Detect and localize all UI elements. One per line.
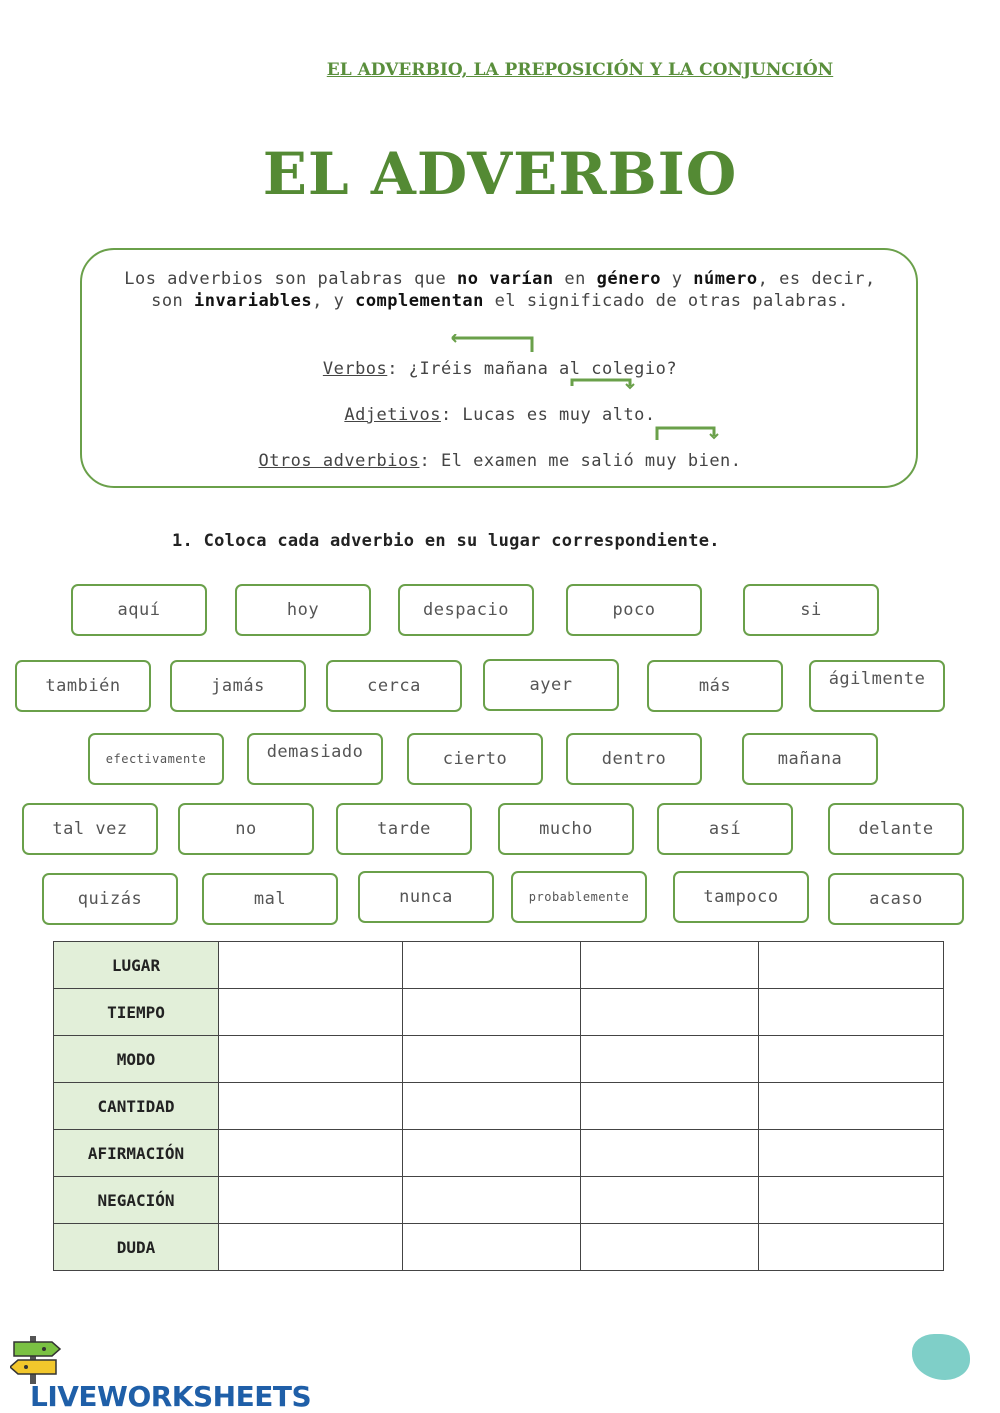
example-verbos: Verbos: ¿Iréis mañana al colegio? — [322, 359, 678, 379]
word-chip[interactable]: efectivamente — [88, 733, 224, 785]
word-chip[interactable]: dentro — [566, 733, 702, 785]
drop-cell[interactable] — [581, 1224, 759, 1271]
word-chip[interactable]: no — [178, 803, 314, 855]
row-label: NEGACIÓN — [54, 1177, 219, 1224]
word-chip[interactable]: probablemente — [511, 871, 647, 923]
word-chip[interactable]: así — [657, 803, 793, 855]
drop-cell[interactable] — [403, 989, 581, 1036]
row-label: AFIRMACIÓN — [54, 1130, 219, 1177]
word-chip[interactable]: mal — [202, 873, 338, 925]
word-chip[interactable]: tal vez — [22, 803, 158, 855]
drop-cell[interactable] — [759, 989, 944, 1036]
row-label: DUDA — [54, 1224, 219, 1271]
word-chip[interactable]: despacio — [398, 584, 534, 636]
drop-cell[interactable] — [759, 1177, 944, 1224]
drop-cell[interactable] — [219, 942, 403, 989]
word-chip[interactable]: delante — [828, 803, 964, 855]
word-chip[interactable]: acaso — [828, 873, 964, 925]
word-chip[interactable]: nunca — [358, 871, 494, 923]
drop-cell[interactable] — [581, 1130, 759, 1177]
drop-cell[interactable] — [759, 1036, 944, 1083]
signpost-logo-icon — [10, 1336, 70, 1384]
arrow-icon — [452, 338, 532, 352]
example-otros-adverbios: Otros adverbios: El examen me salió muy bien. — [258, 451, 742, 471]
word-chip[interactable]: también — [15, 660, 151, 712]
word-chip[interactable]: cerca — [326, 660, 462, 712]
drop-cell[interactable] — [219, 1130, 403, 1177]
liveworksheets-brand: LIVEWORKSHEETS — [30, 1380, 312, 1413]
drop-cell[interactable] — [581, 942, 759, 989]
word-chip[interactable]: ágilmente — [809, 660, 945, 712]
drop-cell[interactable] — [219, 1036, 403, 1083]
drop-cell[interactable] — [759, 1083, 944, 1130]
word-chip[interactable]: quizás — [42, 873, 178, 925]
drop-cell[interactable] — [759, 1224, 944, 1271]
table-row — [54, 1177, 944, 1224]
drop-cell[interactable] — [403, 1224, 581, 1271]
example-adjetivos: Adjetivos: Lucas es muy alto. — [344, 405, 656, 425]
classification-table — [53, 941, 944, 1271]
drop-cell[interactable] — [403, 1177, 581, 1224]
definition-text: Los adverbios son palabras que no varían en género y número, es decir, son invariables, y complementan el significado de otras palabras. — [124, 269, 876, 311]
exercise-instruction: 1. Coloca cada adverbio en su lugar correspondiente. — [172, 531, 720, 551]
drop-cell[interactable] — [581, 989, 759, 1036]
word-chip[interactable]: poco — [566, 584, 702, 636]
drop-cell[interactable] — [581, 1083, 759, 1130]
arrow-decorations — [440, 334, 730, 444]
author-logo — [912, 1334, 970, 1380]
drop-cell[interactable] — [403, 1083, 581, 1130]
drop-cell[interactable] — [403, 1036, 581, 1083]
table-row — [54, 1130, 944, 1177]
drop-cell[interactable] — [759, 1130, 944, 1177]
table-row — [54, 1224, 944, 1271]
word-chip[interactable]: ayer — [483, 659, 619, 711]
drop-cell[interactable] — [403, 1130, 581, 1177]
row-label: MODO — [54, 1036, 219, 1083]
table-row — [54, 942, 944, 989]
page-title: EL ADVERBIO — [262, 140, 738, 208]
word-chip[interactable]: aquí — [71, 584, 207, 636]
table-row — [54, 1036, 944, 1083]
word-chip[interactable]: jamás — [170, 660, 306, 712]
drop-cell[interactable] — [759, 942, 944, 989]
word-chip[interactable]: tarde — [336, 803, 472, 855]
word-chip[interactable]: mañana — [742, 733, 878, 785]
word-chip[interactable]: demasiado — [247, 733, 383, 785]
table-row — [54, 1083, 944, 1130]
word-chip[interactable]: más — [647, 660, 783, 712]
arrow-icon — [657, 428, 714, 440]
drop-cell[interactable] — [581, 1036, 759, 1083]
word-chip[interactable]: si — [743, 584, 879, 636]
row-label: TIEMPO — [54, 989, 219, 1036]
row-label: LUGAR — [54, 942, 219, 989]
worksheet-subtitle: EL ADVERBIO, LA PREPOSICIÓN Y LA CONJUNCIÓN — [326, 60, 834, 80]
drop-cell[interactable] — [219, 1224, 403, 1271]
drop-cell[interactable] — [219, 989, 403, 1036]
drop-cell[interactable] — [581, 1177, 759, 1224]
table-row — [54, 989, 944, 1036]
word-chip[interactable]: tampoco — [673, 871, 809, 923]
arrow-icon — [572, 380, 630, 386]
drop-cell[interactable] — [219, 1177, 403, 1224]
word-chip[interactable]: cierto — [407, 733, 543, 785]
drop-cell[interactable] — [219, 1083, 403, 1130]
word-chip[interactable]: mucho — [498, 803, 634, 855]
word-chip[interactable]: hoy — [235, 584, 371, 636]
row-label: CANTIDAD — [54, 1083, 219, 1130]
drop-cell[interactable] — [403, 942, 581, 989]
